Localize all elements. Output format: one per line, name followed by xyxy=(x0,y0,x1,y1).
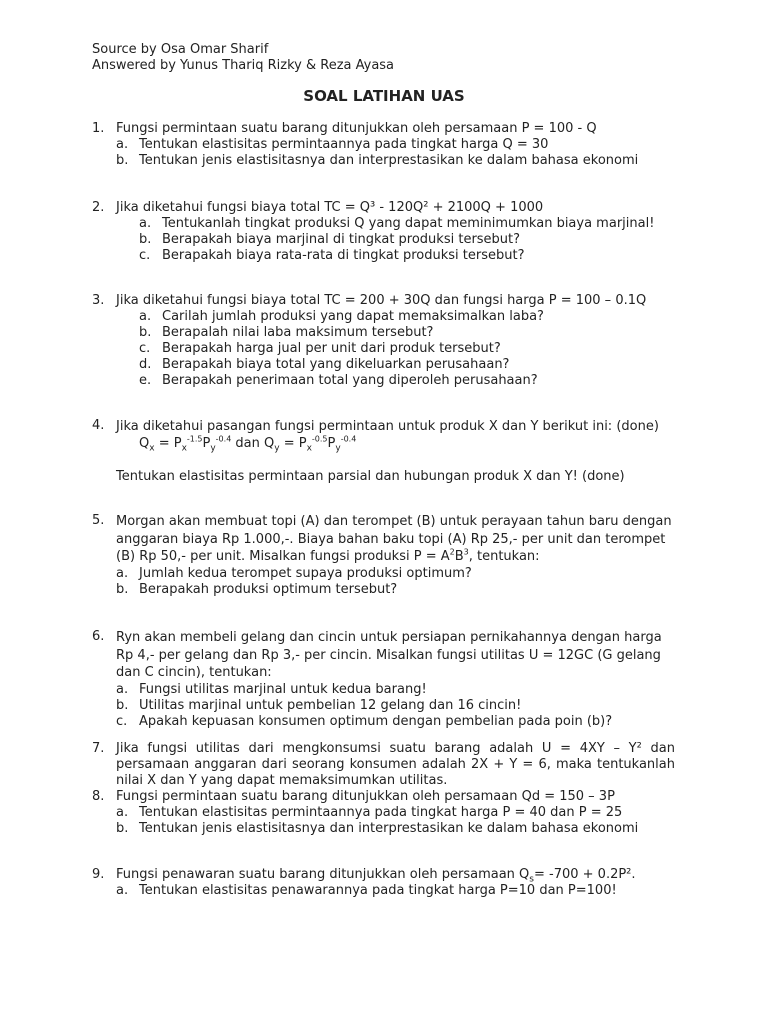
question-text: Jika diketahui fungsi biaya total TC = Q³ - 120Q² + 2100Q + 1000 xyxy=(116,200,544,215)
sub-item xyxy=(116,153,675,169)
question-4 xyxy=(92,418,675,485)
question-6 xyxy=(92,629,675,730)
question-text: Ryn akan membeli gelang dan cincin untuk persiapan pernikahannya dengan harga Rp 4,- per gelang dan Rp 3,- per cincin. Misalkan fungsi utilitas U = 12GC (G gelang dan C cincin), tentukan: xyxy=(116,630,662,680)
page-title: SOAL LATIHAN UAS xyxy=(303,87,465,105)
question-1 xyxy=(92,121,675,169)
sub-item xyxy=(116,682,675,698)
sub-item xyxy=(116,821,675,837)
sub-text: Tentukan elastisitas permintaannya pada tingkat harga P = 40 dan P = 25 xyxy=(139,805,623,820)
question-number: 1. xyxy=(92,121,105,136)
sub-item xyxy=(116,137,675,153)
sub-text: Berapakah biaya total yang dikeluarkan perusahaan? xyxy=(162,357,510,372)
sub-text: Carilah jumlah produksi yang dapat memaksimalkan laba? xyxy=(162,309,544,324)
question-number: 6. xyxy=(92,629,105,644)
sub-letter: b. xyxy=(116,821,129,836)
sub-text: Utilitas marjinal untuk pembelian 12 gelang dan 16 cincin! xyxy=(139,697,522,713)
sub-text: Berapakah produksi optimum tersebut? xyxy=(139,581,398,597)
sub-text: Berapakah penerimaan total yang diperoleh perusahaan? xyxy=(162,373,538,388)
question-number: 5. xyxy=(92,513,105,528)
sub-item xyxy=(139,248,675,264)
sub-item xyxy=(139,216,675,232)
question-text: Jika fungsi utilitas dari mengkonsumsi suatu barang adalah U = 4XY – Y² dan persamaan anggaran dari seorang konsumen adalah 2X + Y = 6, maka tentukanlah nilai X dan Y yang dapat memaksimumkan utilitas. xyxy=(116,741,675,788)
sub-letter: a. xyxy=(139,216,152,231)
sub-text: Tentukan jenis elastisitasnya dan interprestasikan ke dalam bahasa ekonomi xyxy=(139,821,639,836)
sub-text: Berapakah biaya rata-rata di tingkat produksi tersebut? xyxy=(162,248,525,263)
sub-text: Tentukan elastisitas penawarannya pada tingkat harga P=10 dan P=100! xyxy=(139,883,617,898)
sub-text: Berapakah biaya marjinal di tingkat produksi tersebut? xyxy=(162,232,521,247)
question-8 xyxy=(92,789,675,837)
sub-text: Tentukan jenis elastisitasnya dan interprestasikan ke dalam bahasa ekonomi xyxy=(139,153,639,168)
question-number: 2. xyxy=(92,200,105,215)
sub-letter: c. xyxy=(139,341,151,356)
question-number: 4. xyxy=(92,418,105,433)
sub-letter: b. xyxy=(116,697,129,713)
question-number: 9. xyxy=(92,867,105,882)
sub-letter: a. xyxy=(139,309,152,324)
sub-item xyxy=(116,566,675,582)
question-followup: Tentukan elastisitas permintaan parsial dan hubungan produk X dan Y! (done) xyxy=(116,469,625,484)
sub-letter: c. xyxy=(139,248,151,263)
sub-text: Fungsi utilitas marjinal untuk kedua barang! xyxy=(139,681,427,697)
sub-letter: a. xyxy=(116,805,129,820)
sub-letter: a. xyxy=(116,137,129,152)
sub-letter: b. xyxy=(116,153,129,168)
question-text: Fungsi penawaran suatu barang ditunjukkan oleh persamaan $Q_s= -700 + 0.2P^2$. xyxy=(116,867,636,885)
question-text: Jika diketahui pasangan fungsi permintaan untuk produk X dan Y berikut ini: (done) xyxy=(116,419,659,434)
sub-letter: a. xyxy=(116,681,129,697)
question-text: Jika diketahui fungsi biaya total TC = 200 + 30Q dan fungsi harga P = 100 – 0.1Q xyxy=(116,293,647,308)
sub-letter: a. xyxy=(116,883,129,898)
question-3 xyxy=(92,293,675,389)
sub-item xyxy=(116,805,675,821)
sub-item xyxy=(116,582,675,598)
sub-letter: a. xyxy=(116,565,129,581)
sub-letter: b. xyxy=(139,325,152,340)
question-2 xyxy=(92,200,675,264)
sub-item xyxy=(139,232,675,248)
sub-text: Jumlah kedua terompet supaya produksi optimum? xyxy=(139,565,472,581)
sub-text: Apakah kepuasan konsumen optimum dengan pembelian pada poin (b)? xyxy=(139,713,613,729)
answered-line: Answered by Yunus Thariq Rizky & Reza Ayasa xyxy=(92,58,395,73)
sub-item xyxy=(116,698,675,714)
sub-item xyxy=(116,714,675,730)
question-5 xyxy=(92,513,675,598)
sub-letter: b. xyxy=(116,581,129,597)
sub-text: Tentukanlah tingkat produksi Q yang dapat meminimumkan biaya marjinal! xyxy=(162,216,655,231)
sub-item xyxy=(139,309,675,325)
source-line: Source by Osa Omar Sharif xyxy=(92,42,269,57)
question-number: 7. xyxy=(92,741,105,756)
sub-letter: d. xyxy=(139,357,152,372)
sub-text: Berapakah harga jual per unit dari produk tersebut? xyxy=(162,341,501,356)
sub-letter: e. xyxy=(139,373,152,388)
question-number: 3. xyxy=(92,293,105,308)
sub-item xyxy=(139,325,675,341)
demand-formula: $Q_x = P_x^{-1.5}P_y^{-0.4}$ dan $Q_y = P_x^{-0.5}P_y^{-0.4}$ xyxy=(139,434,357,454)
sub-item xyxy=(139,373,675,389)
sub-text: Tentukan elastisitas permintaannya pada tingkat harga Q = 30 xyxy=(139,137,549,152)
question-9 xyxy=(92,867,675,899)
question-text: Fungsi permintaan suatu barang ditunjukkan oleh persamaan P = 100 - Q xyxy=(116,121,597,136)
sub-item xyxy=(139,357,675,373)
sub-letter: c. xyxy=(116,713,128,729)
question-number: 8. xyxy=(92,789,105,804)
sub-item xyxy=(139,341,675,357)
question-7 xyxy=(92,741,675,789)
sub-text: Berapalah nilai laba maksimum tersebut? xyxy=(162,325,434,340)
question-text: Morgan akan membuat topi (A) dan terompet (B) untuk perayaan tahun baru dengan anggaran biaya Rp 1.000,-. Biaya bahan baku topi (A) Rp 25,- per unit dan terompet (B) Rp 50,- per unit. Misalkan fungsi produksi $P = A^2B^3$, tentukan: xyxy=(116,514,672,564)
sub-letter: b. xyxy=(139,232,152,247)
question-text: Fungsi permintaan suatu barang ditunjukkan oleh persamaan Qd = 150 – 3P xyxy=(116,789,615,804)
sub-item xyxy=(116,883,675,899)
